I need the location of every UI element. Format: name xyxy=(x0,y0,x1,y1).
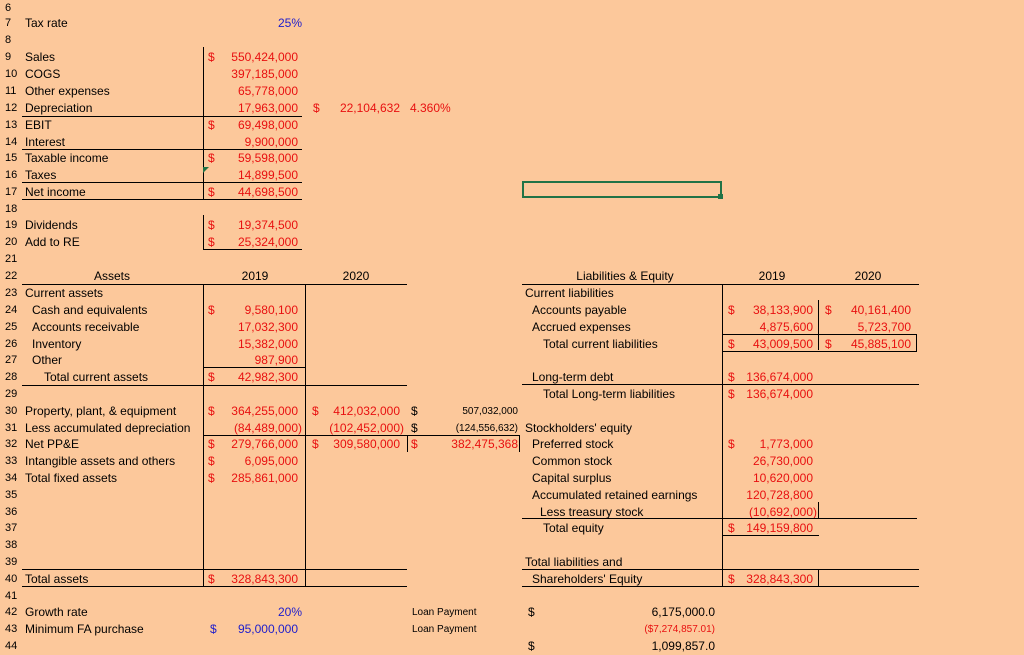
error-indicator-icon xyxy=(203,167,209,173)
other-assets-value[interactable]: 987,900 xyxy=(254,353,298,367)
tltl-value[interactable]: 136,674,000 xyxy=(746,387,813,401)
ppe-extra[interactable]: 507,032,000 xyxy=(462,406,518,417)
assets-col-border-1 xyxy=(203,285,204,587)
loan3-value[interactable]: 1,099,857.0 xyxy=(651,639,715,653)
netppe2020-dollar: $ xyxy=(312,437,319,451)
intangible-label: Intangible assets and others xyxy=(25,454,176,468)
other-expenses-label: Other expenses xyxy=(25,84,110,98)
cash-label: Cash and equivalents xyxy=(32,303,148,317)
tca-line xyxy=(22,385,407,386)
tcl-2019[interactable]: 43,009,500 xyxy=(752,337,813,351)
row-header[interactable]: 17 xyxy=(5,186,18,198)
tfa-label: Total fixed assets xyxy=(25,471,118,485)
tcl2020-dollar: $ xyxy=(825,337,832,351)
treasury-vline xyxy=(818,502,819,519)
depreciation-value[interactable]: 17,963,000 xyxy=(237,101,298,115)
tcl-dollar: $ xyxy=(728,337,735,351)
tle-label-2: Shareholders' Equity xyxy=(532,572,643,586)
tfa-dollar: $ xyxy=(208,471,215,485)
row-header[interactable]: 22 xyxy=(5,270,18,282)
row-header[interactable]: 16 xyxy=(5,169,18,181)
netppe-dollar: $ xyxy=(208,437,215,451)
ar-label: Accounts receivable xyxy=(32,320,140,334)
row-header[interactable]: 19 xyxy=(5,219,18,231)
minfa-value[interactable]: 95,000,000 xyxy=(237,622,298,636)
liab-header: Liabilities & Equity xyxy=(576,269,674,283)
net-income-value[interactable]: 44,698,500 xyxy=(237,185,298,199)
ap-2019[interactable]: 38,133,900 xyxy=(752,303,813,317)
ltd-line xyxy=(522,384,919,385)
tle-vline xyxy=(818,569,819,586)
liab-2019-header: 2019 xyxy=(758,269,786,283)
tfa-value[interactable]: 285,861,000 xyxy=(231,471,298,485)
taxes-value[interactable]: 14,899,500 xyxy=(237,168,298,182)
ppe2020-dollar: $ xyxy=(312,404,319,418)
net-ppe-extra[interactable]: 382,475,368 xyxy=(451,437,518,451)
cogs-label: COGS xyxy=(25,67,61,81)
common-value[interactable]: 26,730,000 xyxy=(752,454,813,468)
loan-payment-label-1: Loan Payment xyxy=(412,607,477,618)
dividends-label: Dividends xyxy=(25,218,78,232)
loan2-value[interactable]: ($7,274,857.01) xyxy=(644,624,715,635)
row-header[interactable]: 20 xyxy=(5,236,18,248)
row-header[interactable]: 7 xyxy=(5,17,12,29)
row-header[interactable]: 34 xyxy=(5,472,18,484)
common-label: Common stock xyxy=(532,454,613,468)
row-header[interactable]: 33 xyxy=(5,455,18,467)
taxable-dollar: $ xyxy=(208,151,215,165)
row-header[interactable]: 30 xyxy=(5,405,18,417)
income-border-left xyxy=(203,47,204,200)
other-underline xyxy=(203,367,305,368)
pref-dollar: $ xyxy=(728,437,735,451)
total-assets-line xyxy=(22,586,407,587)
loan1-value[interactable]: 6,175,000.0 xyxy=(651,605,715,619)
accrued-underline xyxy=(722,334,917,335)
row-header[interactable]: 40 xyxy=(5,573,18,585)
row-header[interactable]: 14 xyxy=(5,136,18,148)
current-liab-label: Current liabilities xyxy=(525,286,614,300)
netppe-vline-2 xyxy=(519,435,520,452)
row-header[interactable]: 42 xyxy=(5,606,18,618)
growth-label: Growth rate xyxy=(25,605,88,619)
preferred-value[interactable]: 1,773,000 xyxy=(759,437,813,451)
accrued-2019[interactable]: 4,875,600 xyxy=(759,320,813,334)
cash-dollar: $ xyxy=(208,303,215,317)
tcl-label: Total current liabilities xyxy=(543,337,658,351)
accrued-label: Accrued expenses xyxy=(532,320,631,334)
row-header[interactable]: 29 xyxy=(5,388,18,400)
row-header[interactable]: 15 xyxy=(5,152,18,164)
dep-extra-pct[interactable]: 4.360% xyxy=(410,101,451,115)
ebit-value[interactable]: 69,498,000 xyxy=(237,118,298,132)
tle-line xyxy=(522,586,919,587)
taxes-label: Taxes xyxy=(25,168,57,182)
growth-value[interactable]: 20% xyxy=(277,605,302,619)
tcl-underline xyxy=(722,351,917,352)
treasury-underline xyxy=(522,518,917,519)
row-header[interactable]: 11 xyxy=(5,85,17,97)
treasury-value[interactable]: (10,692,000) xyxy=(748,505,817,519)
row-header[interactable]: 35 xyxy=(5,489,18,501)
row-header[interactable]: 44 xyxy=(5,640,18,652)
te-underline xyxy=(722,535,819,536)
row-header[interactable]: 32 xyxy=(5,438,18,450)
treasury-label: Less treasury stock xyxy=(540,505,644,519)
sales-dollar: $ xyxy=(208,50,215,64)
inventory-label: Inventory xyxy=(32,337,82,351)
row-header[interactable]: 28 xyxy=(5,371,18,383)
ebit-label: EBIT xyxy=(25,118,52,132)
are-value[interactable]: 120,728,800 xyxy=(746,488,813,502)
row-header[interactable]: 39 xyxy=(5,556,18,568)
dep-extra-value[interactable]: 22,104,632 xyxy=(339,101,400,115)
loan1-dollar: $ xyxy=(528,605,535,619)
row-header[interactable]: 38 xyxy=(5,539,18,551)
taxable-income-value[interactable]: 59,598,000 xyxy=(237,151,298,165)
assets-2019-header: 2019 xyxy=(241,269,269,283)
se-label: Stockholders' equity xyxy=(525,421,633,435)
accum-dep-2020[interactable]: (102,452,000) xyxy=(329,421,404,435)
ppe-dollar: $ xyxy=(208,404,215,418)
tle-value[interactable]: 328,843,300 xyxy=(746,572,813,586)
intang-dollar: $ xyxy=(208,454,215,468)
interest-label: Interest xyxy=(25,135,66,149)
row-header[interactable]: 25 xyxy=(5,321,18,333)
tca-dollar: $ xyxy=(208,370,215,384)
liab-col-border-1 xyxy=(722,285,723,587)
ap-dollar: $ xyxy=(728,303,735,317)
depreciation-label: Depreciation xyxy=(25,101,93,115)
minfa-dollar: $ xyxy=(210,622,217,636)
te-dollar: $ xyxy=(728,521,735,535)
tltl-dollar: $ xyxy=(728,387,735,401)
row-header[interactable]: 8 xyxy=(5,34,12,46)
ltd-value[interactable]: 136,674,000 xyxy=(746,370,813,384)
row-header[interactable]: 10 xyxy=(5,68,18,80)
net-ppe-label: Net PP&E xyxy=(25,437,80,451)
net-ppe-2020[interactable]: 309,580,000 xyxy=(333,437,400,451)
preferred-label: Preferred stock xyxy=(532,437,614,451)
assets-2020-header: 2020 xyxy=(342,269,370,283)
row-header[interactable]: 23 xyxy=(5,287,18,299)
net-income-dollar: $ xyxy=(208,185,215,199)
net-income-underline xyxy=(22,199,302,200)
total-equity-value[interactable]: 149,159,800 xyxy=(746,521,813,535)
capsur-label: Capital surplus xyxy=(532,471,612,485)
acc-extra-dollar: $ xyxy=(411,421,418,435)
netppe-vline xyxy=(407,435,408,452)
accum-dep-label: Less accumulated depreciation xyxy=(25,421,191,435)
ppe-label: Property, plant, & equipment xyxy=(25,404,177,418)
accrued-2020[interactable]: 5,723,700 xyxy=(857,320,911,334)
row-header[interactable]: 18 xyxy=(5,203,18,215)
re-dollar: $ xyxy=(208,235,215,249)
row-header[interactable]: 24 xyxy=(5,304,18,316)
tle-label-1: Total liabilities and xyxy=(525,555,623,569)
tle-dollar: $ xyxy=(728,572,735,586)
row-header[interactable]: 41 xyxy=(5,590,18,602)
ebit-dollar: $ xyxy=(208,118,215,132)
row-header[interactable]: 13 xyxy=(5,119,18,131)
row-header[interactable]: 37 xyxy=(5,522,18,534)
other-expenses-value[interactable]: 65,778,000 xyxy=(237,84,298,98)
ppe-extra-dollar: $ xyxy=(411,404,418,418)
tca-value[interactable]: 42,982,300 xyxy=(237,370,298,384)
row-header[interactable]: 26 xyxy=(5,338,18,350)
accum-dep-2019[interactable]: (84,489,000) xyxy=(233,421,302,435)
tle-topline xyxy=(522,569,919,570)
ltd-dollar: $ xyxy=(728,370,735,384)
tcl-2020[interactable]: 45,885,100 xyxy=(850,337,911,351)
assets-col-border-2 xyxy=(305,285,306,587)
cogs-value[interactable]: 397,185,000 xyxy=(231,67,298,81)
capsur-value[interactable]: 10,620,000 xyxy=(752,471,813,485)
row-header[interactable]: 43 xyxy=(5,623,18,635)
loan-payment-label-2: Loan Payment xyxy=(412,624,477,635)
dividends-dollar: $ xyxy=(208,218,215,232)
ap2020-dollar: $ xyxy=(825,303,832,317)
net-ppe-2019[interactable]: 279,766,000 xyxy=(231,437,298,451)
row-header[interactable]: 36 xyxy=(5,506,18,518)
other-assets-label: Other xyxy=(32,353,63,367)
add-to-re-value[interactable]: 25,324,000 xyxy=(237,235,298,249)
tcl-vline xyxy=(916,334,917,351)
inventory-value[interactable]: 15,382,000 xyxy=(237,337,298,351)
interest-value[interactable]: 9,900,000 xyxy=(244,135,298,149)
ppe-2020[interactable]: 412,032,000 xyxy=(333,404,400,418)
add-to-re-label: Add to RE xyxy=(25,235,80,249)
tca-label: Total current assets xyxy=(44,370,149,384)
total-assets-topline xyxy=(22,569,407,570)
tax-rate-value[interactable]: 25% xyxy=(277,16,302,30)
selected-cell[interactable] xyxy=(522,181,722,198)
liab-2020-header: 2020 xyxy=(854,269,882,283)
tax-rate-label: Tax rate xyxy=(25,16,68,30)
ap-label: Accounts payable xyxy=(532,303,627,317)
current-assets-label: Current assets xyxy=(25,286,104,300)
ap-vline xyxy=(818,300,819,350)
tltl-label: Total Long-term liabilities xyxy=(543,387,676,401)
total-assets-dollar: $ xyxy=(208,572,215,586)
netppe-extra-dollar: $ xyxy=(411,437,418,451)
div-border-left xyxy=(203,215,204,249)
total-equity-label: Total equity xyxy=(543,521,604,535)
loan3-dollar: $ xyxy=(528,639,535,653)
dep-extra-dollar: $ xyxy=(313,101,320,115)
row-header[interactable]: 27 xyxy=(5,354,18,366)
row-header[interactable]: 31 xyxy=(5,422,18,434)
assets-header: Assets xyxy=(93,269,130,283)
accum-dep-extra[interactable]: (124,556,632) xyxy=(455,423,518,434)
row-header[interactable]: 9 xyxy=(5,51,12,63)
are-label: Accumulated retained earnings xyxy=(532,488,698,502)
sales-label: Sales xyxy=(25,50,56,64)
row-header[interactable]: 12 xyxy=(5,102,18,114)
total-assets-value[interactable]: 328,843,300 xyxy=(231,572,298,586)
intangible-value[interactable]: 6,095,000 xyxy=(244,454,298,468)
sales-value[interactable]: 550,424,000 xyxy=(231,50,298,64)
re-underline xyxy=(203,249,302,250)
taxes-underline xyxy=(22,182,302,183)
row-header[interactable]: 6 xyxy=(5,2,12,14)
ap-2020[interactable]: 40,161,400 xyxy=(850,303,911,317)
total-assets-label: Total assets xyxy=(25,572,89,586)
minfa-label: Minimum FA purchase xyxy=(25,622,144,636)
net-income-label: Net income xyxy=(25,185,86,199)
cash-value[interactable]: 9,580,100 xyxy=(244,303,298,317)
row-header[interactable]: 21 xyxy=(5,253,18,265)
ltd-label: Long-term debt xyxy=(532,370,614,384)
ar-value[interactable]: 17,032,300 xyxy=(237,320,298,334)
ppe-2019[interactable]: 364,255,000 xyxy=(231,404,298,418)
taxable-income-label: Taxable income xyxy=(25,151,109,165)
dividends-value[interactable]: 19,374,500 xyxy=(237,218,298,232)
